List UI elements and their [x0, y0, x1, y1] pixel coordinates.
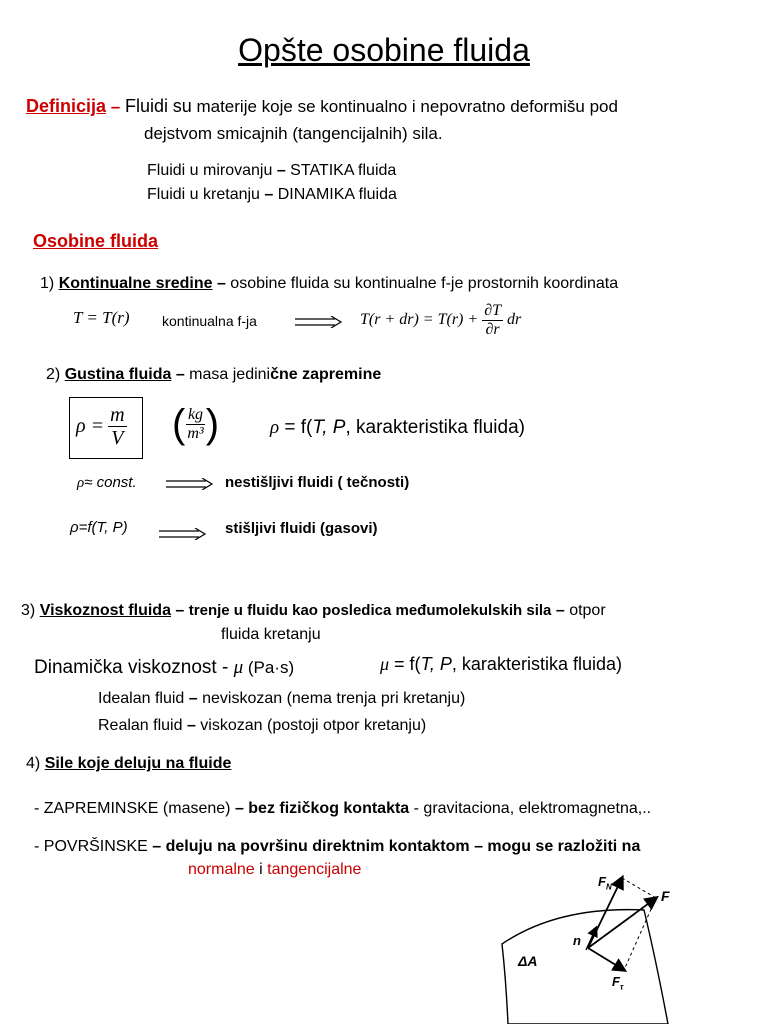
incompressible-fluids: nestišljivi fluidi ( tečnosti): [225, 474, 410, 491]
definition-su: su: [172, 96, 192, 116]
normal-forces-label: normalne: [188, 861, 255, 878]
dashed-guide-1: [622, 878, 656, 898]
item-2-title: Gustina fluida: [64, 366, 172, 383]
rho-const-label: [77, 474, 137, 492]
viscosity-function: [380, 654, 622, 675]
ft-subscript: τ: [619, 982, 624, 992]
viscosity-function-tp: T, P: [420, 654, 452, 674]
ideal-fluid-dash: –: [188, 690, 198, 707]
page-title: Opšte osobine fluida: [238, 32, 530, 68]
rho-const-text: ≈ const.: [84, 474, 137, 491]
item-1-line: [40, 275, 618, 293]
item-4-title: Sile koje deluju na fluide: [44, 755, 232, 772]
taylor-left: T(r + dr) = T(r) +: [360, 311, 479, 329]
density-function-rest: , karakteristika fluida): [345, 417, 525, 438]
paren-open: (: [172, 402, 186, 446]
item-3-line-2: fluida kretanju: [221, 626, 321, 643]
partial-derivative: [482, 302, 503, 338]
ideal-fluid-line: [98, 690, 465, 708]
viscosity-unit: (Pa·s): [243, 658, 295, 677]
item-2-dash: –: [175, 366, 185, 383]
density-function-tp: T, P: [312, 417, 346, 438]
viscosity-function-rest: , karakteristika fluida): [451, 654, 622, 674]
dynamics-text: Fluidi u kretanju: [147, 186, 265, 203]
fn-subscript: N: [605, 882, 612, 892]
definition-text-1: materije koje se kontinualno i nepovratno deformišu pod: [196, 97, 618, 116]
n-label: n: [573, 933, 581, 948]
force-decomposition-figure: [498, 870, 676, 1024]
statics-dash: –: [276, 162, 286, 179]
viscosity-function-f: = f(: [389, 654, 421, 674]
item-3-number: 3): [21, 602, 36, 619]
item-2-text-b: čne zapremine: [270, 366, 382, 383]
item-3-dash-1: –: [175, 602, 185, 619]
surface-forces-line-2: [188, 861, 361, 879]
compressible-fluids: stišljivi fluidi (gasovi): [225, 520, 378, 537]
item-3-title: Viskoznost fluida: [39, 602, 171, 619]
item-4-number: 4): [26, 755, 41, 772]
ft-label: [612, 974, 623, 992]
viscosity-function-mu: μ: [380, 654, 390, 674]
dynamics-line: [147, 186, 397, 204]
dynamic-viscosity-label: Dinamička viskoznost -: [34, 657, 234, 678]
item-3-dash-2: –: [555, 602, 565, 619]
real-fluid-text: viskozan (postoji otpor kretanju): [195, 717, 427, 734]
item-2-line: [46, 366, 381, 384]
definition-dash: –: [110, 97, 121, 116]
partial-denominator: ∂r: [485, 320, 500, 338]
tangential-force-arrow: [588, 948, 624, 970]
equation-t-of-r: T = T(r): [73, 308, 130, 327]
paren-close: ): [205, 402, 220, 446]
item-1-text: osobine fluida su kontinualne f-je prostornih koordinata: [230, 275, 619, 292]
surface-forces-label: - POVRŠINSKE: [34, 838, 153, 855]
real-fluid-label: Realan fluid: [98, 717, 187, 734]
volume-forces-bold: – bez fizičkog kontakta: [234, 800, 410, 817]
dynamics-dash: –: [264, 186, 274, 203]
density-function-rho: ρ: [270, 417, 280, 438]
total-force-arrow: [588, 898, 656, 948]
item-1-title: Kontinualne sredine: [58, 275, 213, 292]
f-label: F: [661, 888, 670, 904]
double-arrow-icon: [159, 528, 207, 540]
volume-forces-examples: - gravitaciona, elektromagnetna,..: [409, 800, 652, 817]
definition-label: Definicija: [26, 96, 107, 116]
unit-fraction: [185, 406, 205, 442]
item-2-text-a: masa jedini: [189, 366, 271, 383]
double-arrow-icon: [295, 316, 343, 328]
taylor-dr: dr: [507, 311, 522, 329]
fn-label: [598, 874, 612, 892]
delta-a-label: ΔA: [518, 953, 538, 969]
item-3-line: [21, 602, 606, 620]
rho-var-label: ρ=f(T, P): [70, 519, 128, 536]
item-4-line: [26, 755, 231, 773]
volume-forces-line: [34, 800, 651, 818]
mass-symbol: m: [110, 404, 125, 426]
double-arrow-icon: [166, 478, 214, 490]
density-formula: [76, 404, 127, 449]
item-3-text-a: otpor: [569, 602, 606, 619]
item-3-bold-text: trenje u fluidu kao posledica međumolekulskih sila: [188, 602, 552, 619]
unit-kg: kg: [187, 405, 204, 423]
surface-forces-bold: – deluju na površinu direktnim kontaktom – mogu se razložiti na: [152, 838, 641, 855]
mu-symbol: μ: [233, 657, 244, 678]
definition-fluidi: Fluidi: [124, 96, 168, 116]
partial-numerator: ∂T: [484, 302, 501, 319]
real-fluid-line: [98, 717, 426, 735]
volume-forces-label: - ZAPREMINSKE (masene): [34, 800, 235, 817]
surface-forces-line: [34, 838, 640, 856]
statics-label: STATIKA fluida: [285, 162, 397, 179]
ft-letter: F: [612, 974, 620, 989]
fn-letter: F: [598, 874, 606, 889]
statics-text: Fluidi u mirovanju: [147, 162, 277, 179]
tangential-forces-label: tangencijalne: [267, 861, 362, 878]
statics-line: [147, 162, 396, 180]
real-fluid-dash: –: [186, 717, 196, 734]
continuous-function-label: kontinualna f-ja: [162, 313, 257, 329]
volume-symbol: V: [111, 427, 124, 449]
conjunction: i: [254, 861, 268, 878]
rho-equals: ρ =: [76, 415, 105, 437]
density-function-f: = f(: [279, 417, 313, 438]
mass-over-volume: [108, 404, 126, 449]
item-1-dash: –: [216, 275, 226, 292]
definition-line-2: dejstvom smicajnih (tangencijalnih) sila.: [144, 124, 443, 143]
ideal-fluid-label: Idealan fluid: [98, 690, 189, 707]
rho-const-symbol: ρ: [77, 475, 85, 491]
dynamics-label: DINAMIKA fluida: [273, 186, 397, 203]
dynamic-viscosity: [34, 657, 294, 679]
taylor-equation: [360, 302, 521, 338]
ideal-fluid-text: neviskozan (nema trenja pri kretanju): [197, 690, 466, 707]
item-1-number: 1): [40, 275, 55, 292]
density-unit: [172, 404, 219, 444]
definition-line-1: [26, 96, 618, 117]
unit-m3: m³: [187, 424, 204, 442]
section-title: Osobine fluida: [33, 231, 159, 251]
density-function: [270, 417, 525, 439]
item-2-number: 2): [46, 366, 61, 383]
